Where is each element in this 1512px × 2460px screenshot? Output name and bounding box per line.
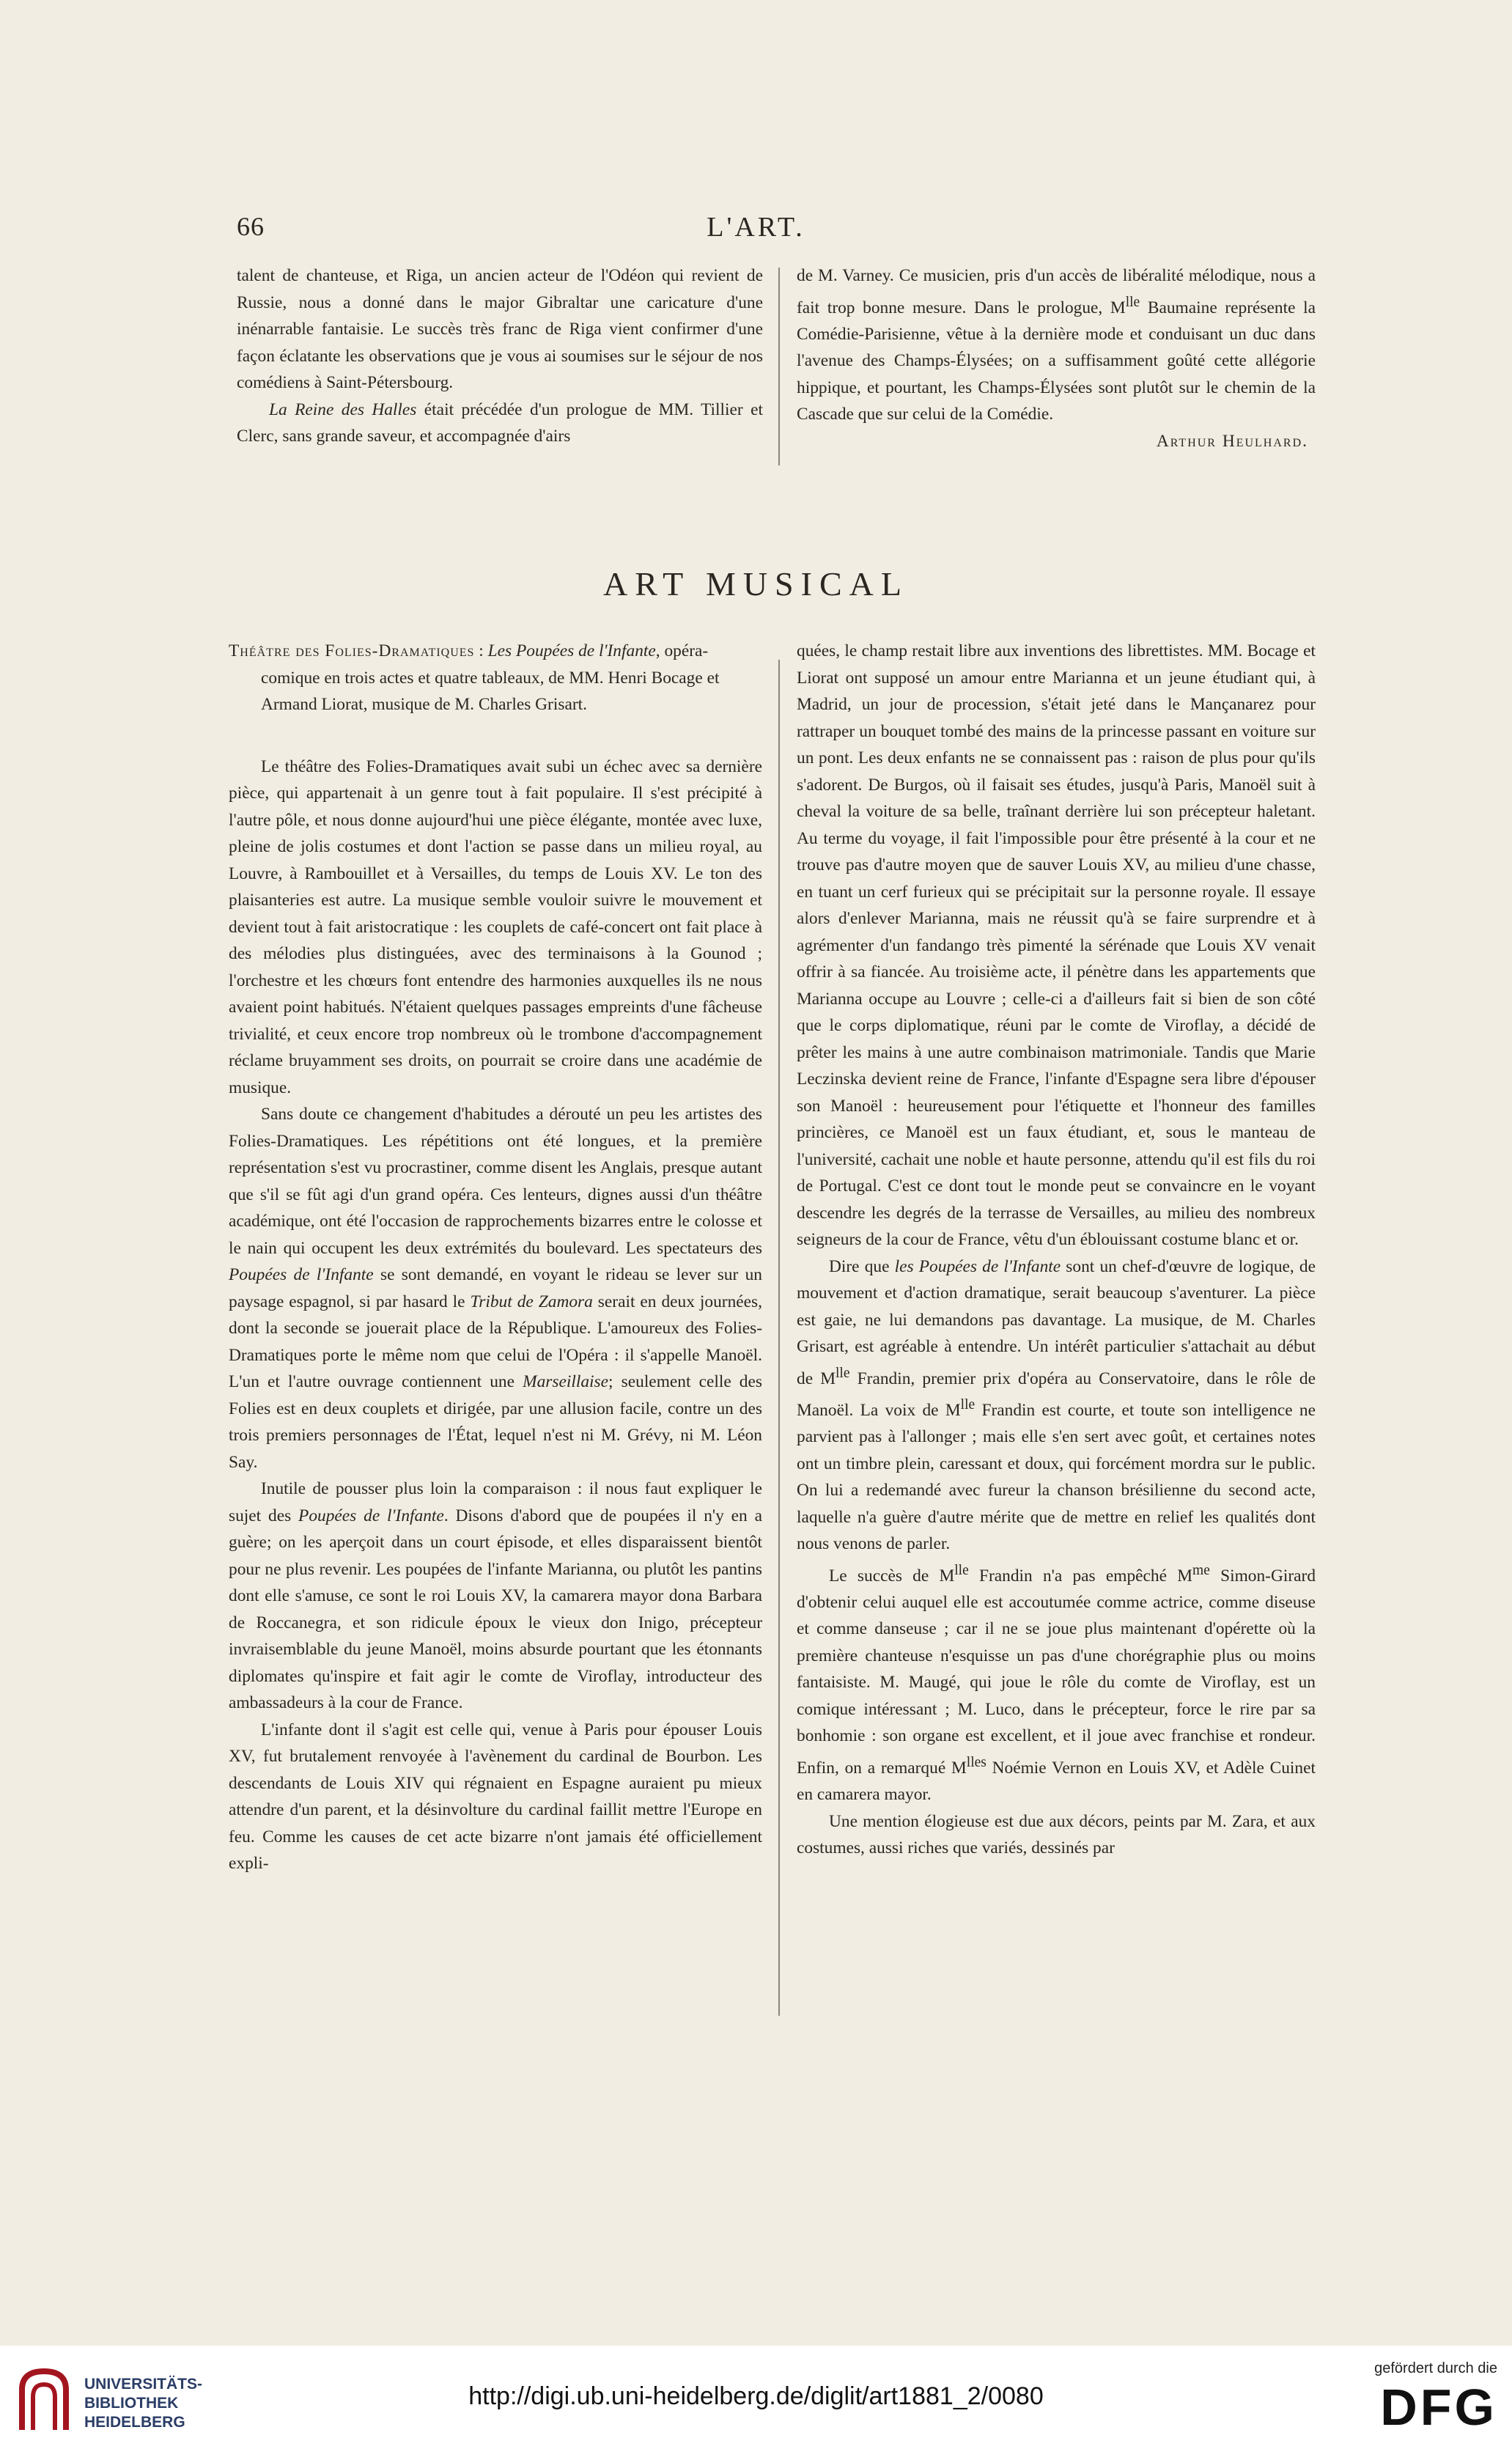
paragraph: talent de chanteuse, et Riga, un ancien acteur de l'Odéon qui revient de Russie, nous a donné dans le major Gibraltar une caricature d'une inénarrable fantaisie. Le succès très franc de Riga vient confirmer d'une façon éclatante les observations que je vous ai soumises sur le séjour de nos comédiens à Saint-Pétersbourg. (237, 266, 763, 392)
main-left-column (229, 638, 762, 1877)
paragraph: La Reine des Halles était précédée d'un prologue de MM. Tillier et Clerc, sans grande saveur, et accompagnée d'airs (237, 399, 764, 446)
dfg-logo[interactable]: DFG (1380, 2379, 1497, 2436)
page-number: 66 (237, 212, 265, 241)
top-left-column (237, 262, 763, 450)
main-right-column (797, 638, 1316, 1862)
column-divider (778, 660, 780, 2016)
paragraph: Dire que les Poupées de l'Infante sont un chef-d'œuvre de logique, de mouvement et d'action dramatique, serait beaucoup s'aventurer. La pièce est gaie, ne lui demandons pas davantage. La musique, de M. Charles Grisart, est agréable à entendre. Un intérêt particulier s'attachait au début de $M^{lle}$ Frandin, premier prix d'opéra au Conservatoire, dans le rôle de Manoël. La voix de $M^{lle}$ Frandin est courte, et toute son intelligence ne parvient pas à l'allonger ; mais elle s'en sert avec goût, et certaines notes ont un timbre plein, caressant et doux, qui forcément mordra sur le public. On lui a redemandé avec fureur la chanson brésilienne du second acte, laquelle n'a guère d'autre mérite que de mettre en relief les qualités dont nous venons de parler. (797, 1256, 1316, 1554)
paragraph: Une mention élogieuse est due aux décors, peints par M. Zara, et aux costumes, aussi riches que variés, dessinés par (797, 1811, 1316, 1858)
section-title: ART MUSICAL (603, 565, 909, 603)
funding-credit (1307, 2360, 1497, 2436)
funding-note: gefördert durch die (1374, 2360, 1497, 2376)
paragraph: Le théâtre des Folies-Dramatiques avait subi un échec avec sa dernière pièce, qui appartenait à un genre tout à fait populaire. Il s'est précipité à l'autre pôle, et nous donne aujourd'hui une pièce élégante, montée avec luxe, pleine de jolis costumes et dont l'action se passe dans un milieu royal, au Louvre, à Rambouillet et à Versailles, du temps de Louis XV. Le ton des plaisanteries est autre. La musique semble vouloir suivre le mouvement et devient tout à fait aristocratique : les couplets de café-concert ont fait place à des mélodies plus distinguées, avec des terminaisons à la Gounod ; l'orchestre et les chœurs font entendre des harmonies auxquelles ils ne nous avaient point habitués. N'étaient quelques passages empreints d'une fâcheuse trivialité, et ceux encore trop nombreux où le trombone d'accompagnement réclame bruyamment ses droits, on pourrait se croire dans une académie de musique. (229, 756, 762, 1097)
top-right-column (797, 262, 1316, 454)
paragraph: Le succès de $M^{lle}$ Frandin n'a pas empêché $M^{me}$ Simon-Girard d'obtenir celui auquel elle est accoutumée comme actrice, comme diseuse et comme danseuse ; car il ne se joue plus maintenant d'opérette où la première chanteuse n'esquisse un pas d'une chorégraphie plus ou moins fantaisiste. M. Maugé, qui joue le rôle du comte de Viroflay, est un comique intéressant ; M. Luco, dans le précepteur, force le rire par sa bonhomie : son organe est excellent, et il joue avec franchise et rondeur. Enfin, on a remarqué $M^{lles}$ Noémie Vernon en Louis XV, et Adèle Cuinet en camarera mayor. (797, 1562, 1316, 1805)
paragraph: de M. Varney. Ce musicien, pris d'un accès de libéralité mélodique, nous a fait trop bonne mesure. Dans le prologue, $M^{lle}$ Baumaine représente la Comédie-Parisienne, vêtue à la dernière mode et conduisant un duc dans l'avenue des Champs-Élysées; on a suffisamment goûté cette allégorie hippique, et pourtant, les Champs-Élysées sont plutôt sur le chemin de la Cascade que sur celui de la Comédie. (797, 266, 1316, 424)
author-signature: Arthur Heulhard. (1156, 431, 1308, 451)
column-divider (778, 268, 780, 465)
paragraph: L'infante dont il s'agit est celle qui, venue à Paris pour épouser Louis XV, fut brutalement renvoyée à l'avènement du cardinal de Bourbon. Les descendants de Louis XIV qui régnaient en Espagne auraient pu mieux attendre d'un parent, et la désinvolture du cardinal faillit mettre l'Europe en feu. Comme les causes de cet acte bizarre n'ont jamais été officiellement expli- (229, 1720, 762, 1873)
paragraph: quées, le champ restait libre aux inventions des librettistes. MM. Bocage et Liorat ont supposé un amour entre Marianna et un jeune étudiant qui, à Madrid, un jour de procession, s'était jeté dans le Mançanarez pour rattraper un bouquet tombé des mains de la princesse passant en voiture sur un pont. Les deux enfants ne se connaissent pas : raison de plus pour qu'ils s'adorent. De Burgos, où il faisait ses études, jusqu'à Paris, Manoël suit à cheval la voiture de sa belle, traînant derrière lui son précepteur haletant. Au terme du voyage, il fait l'impossible pour être présenté à la cour et ne trouve pas d'autre moyen que de sauver Louis XV, au milieu d'une chasse, en tuant un cerf furieux qui se précipitait sur la personne royale. Il essaye alors d'enlever Marianna, mais ne réussit qu'à se faire surprendre et à agrémenter d'un fandango très pimenté la sérénade que Louis XV venait offrir à sa fiancée. Au troisième acte, il pénètre dans les appartements que Marianna occupe au Louvre ; celle-ci a d'ailleurs fait si bien de son côté que le corps diplomatique, réuni par le comte de Viroflay, a décidé de prêter les mains à une autre combinaison matrimoniale. Tandis que Marie Leczinska devient reine de France, l'infante d'Espagne sera libre d'épouser son Manoël : heureusement pour l'étiquette et l'honneur des familles princières, ce Manoël est un faux étudiant, et, sous le manteau de l'université, cachait une noble et haute personne, attendu qu'il est fils du roi de Portugal. C'est ce dont tout le monde peut se convaincre en le voyant descendre les degrés de la terrasse de Versailles, au milieu des nombreux seigneurs de la cour de France, vêtu d'un éblouissant costume blanc et or. (797, 641, 1316, 1249)
paragraph: Inutile de pousser plus loin la comparaison : il nous faut expliquer le sujet des Poupées de l'Infante. Disons d'abord que de poupées il n'y en a guère; on les aperçoit dans un court épisode, et elles disparaissent bientôt pour ne plus revenir. Les poupées de l'infante Marianna, ou plutôt les pantins dont elle s'amuse, ce sont le roi Louis XV, la camarera mayor dona Barbara de Roccanegra, et son ridicule époux le vieux don Inigo, précepteur invraisemblable du jeune Manoël, moins absurde pourtant que les étonnants diplomates qu'inspire et fait agir le comte de Viroflay, introducteur des ambassadeurs à la cour de France. (229, 1479, 762, 1712)
review-header: Théâtre des Folies-Dramatiques : Les Poupées de l'Infante, opéra-comique en trois actes et quatre tableaux, de MM. Henri Bocage et Armand Liorat, musique de M. Charles Grisart. (229, 641, 720, 714)
paragraph: Sans doute ce changement d'habitudes a dérouté un peu les artistes des Folies-Dramatiques. Les répétitions ont été longues, et la première représentation s'est vu procrastiner, comme disent les Anglais, presque autant que s'il se fût agi d'un grand opéra. Ces lenteurs, dignes aussi d'un théâtre académique, ont été l'occasion de rapprochements bizarres entre le colosse et le nain qui occupent les deux extrémités du boulevard. Les spectateurs des Poupées de l'Infante se sont demandé, en voyant le rideau se lever sur un paysage espagnol, si par hasard le Tribut de Zamora serait en deux journées, dont la seconde se jouerait place de la République. L'amoureux des Folies-Dramatiques porte le même nom que celui de l'Opéra : il s'appelle Manoël. L'un et l'autre ouvrage contiennent une Marseillaise; seulement celle des Folies est en deux couplets et dirigée, par une allusion facile, contre un des trois premiers personnages de l'État, lequel n'est ni M. Grévy, ni M. Léon Say. (229, 1105, 762, 1472)
work-title: La Reine des Halles (269, 399, 417, 419)
institution-name: UNIVERSITÄTS- BIBLIOTHEK HEIDELBERG (84, 2376, 203, 2431)
permalink-url[interactable]: http://digi.ub.uni-heidelberg.de/diglit/art1881_2/0080 (468, 2382, 1044, 2410)
digitization-footer (0, 2346, 1512, 2460)
journal-title: L'ART. (707, 212, 805, 243)
running-head (0, 211, 1512, 248)
